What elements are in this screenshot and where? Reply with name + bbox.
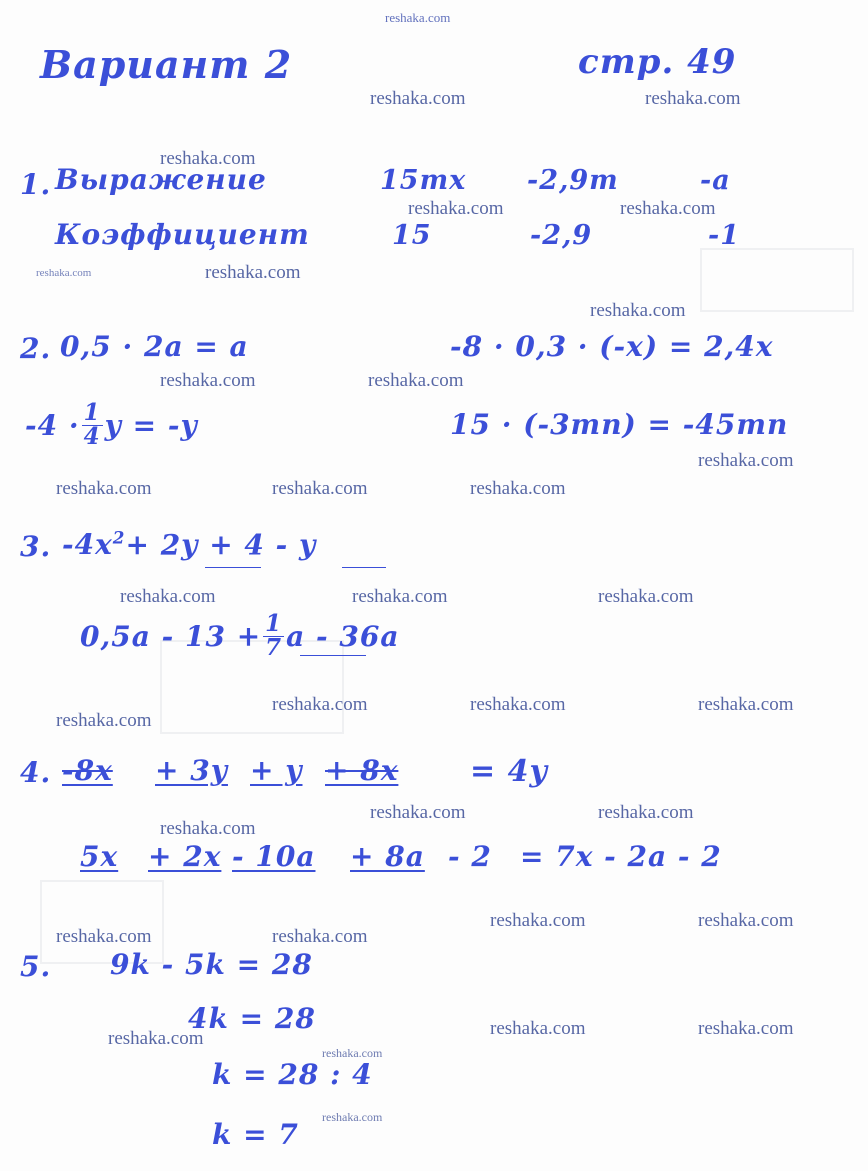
task-5-line-2: 4k = 28 — [188, 1002, 316, 1035]
page-reference: стр. 49 — [578, 42, 737, 82]
watermark: reshaka.com — [698, 450, 794, 471]
task-4-line-1-result: = 4y — [470, 754, 548, 789]
task-1-expression-2: -2,9m — [527, 165, 619, 196]
task-3-line-2-term-3: a — [286, 619, 306, 653]
watermark: reshaka.com — [408, 198, 504, 219]
task-4-line-1-term-4: + 8x — [325, 754, 399, 787]
fraction-numerator: 1 — [265, 610, 283, 637]
watermark: reshaka.com — [205, 262, 301, 283]
task-3-line-1 — [62, 528, 316, 561]
watermark: reshaka.com — [620, 198, 716, 219]
watermark: reshaka.com — [370, 88, 466, 109]
watermark: reshaka.com — [368, 370, 464, 391]
task-4-line-2-term-2: + 2x — [148, 840, 222, 873]
task-4-number: 4. — [20, 756, 52, 789]
watermark: reshaka.com — [598, 586, 694, 607]
fraction-one-seventh — [263, 610, 284, 661]
task-4-line-2-term-5: - 2 — [448, 840, 492, 873]
task-3-underline-2y — [205, 567, 261, 568]
watermark: reshaka.com — [698, 910, 794, 931]
task-5-line-1: 9k - 5k = 28 — [110, 948, 313, 981]
watermark: reshaka.com — [352, 586, 448, 607]
fraction-denominator: 7 — [265, 633, 283, 661]
task-2-line-2-left-suffix: y = -y — [104, 408, 198, 442]
task-5-number: 5. — [20, 950, 52, 983]
task-2-line-2-right: 15 · (-3mn) = -45mn — [450, 408, 789, 441]
task-1-expression-3: -a — [700, 165, 731, 196]
watermark: reshaka.com — [698, 1018, 794, 1039]
watermark: reshaka.com — [490, 1018, 586, 1039]
watermark: reshaka.com — [160, 818, 256, 839]
watermark: reshaka.com — [36, 267, 92, 279]
watermark: reshaka.com — [385, 10, 451, 25]
task-4-line-1-term-2: + 3y — [155, 754, 228, 787]
watermark: reshaka.com — [56, 710, 152, 731]
watermark: reshaka.com — [322, 1110, 383, 1124]
watermark: reshaka.com — [490, 910, 586, 931]
task-3-underline-minus-y — [342, 567, 386, 568]
task-3-line-2-term-4: - 36a — [316, 619, 400, 653]
fraction-numerator: 1 — [83, 399, 101, 426]
task-3-number: 3. — [20, 530, 52, 563]
watermark: reshaka.com — [272, 694, 368, 715]
task-1-label-coefficient: Коэффициент — [55, 218, 310, 251]
task-5-line-3: k = 28 : 4 — [212, 1058, 373, 1091]
watermark: reshaka.com — [120, 586, 216, 607]
task-4-line-1-term-3: + y — [250, 754, 303, 787]
watermark: reshaka.com — [470, 694, 566, 715]
task-3-underline-one-seventh-a — [300, 655, 366, 656]
task-1-coefficient-1: 15 — [392, 220, 432, 251]
task-3-line-1-rest: + 2y + 4 - y — [125, 528, 317, 562]
task-4-line-1-term-1: -8x — [62, 754, 113, 787]
task-1-number: 1. — [20, 168, 52, 201]
watermark: reshaka.com — [272, 926, 368, 947]
watermark: reshaka.com — [56, 478, 152, 499]
task-2-line-2-left-prefix: -4 · — [25, 408, 80, 442]
page-title: Вариант 2 — [40, 42, 293, 87]
task-3-line-2-term-1: 0,5a — [80, 619, 151, 653]
task-4-line-2-term-3: - 10a — [232, 840, 316, 873]
task-3-term-1-exponent: 2 — [112, 528, 126, 548]
task-4-line-2-term-4: + 8a — [350, 840, 425, 873]
task-4-line-2-result: = 7x - 2a - 2 — [520, 840, 722, 873]
task-1-coefficient-2: -2,9 — [530, 220, 593, 251]
task-2-number: 2. — [20, 332, 52, 365]
background-ghost-shape — [700, 248, 854, 312]
task-1-label-expression: Выражение — [55, 163, 267, 196]
watermark: reshaka.com — [160, 148, 256, 169]
task-3-term-1 — [62, 528, 125, 561]
task-3-line-2-term-2: - 13 + — [161, 619, 262, 653]
watermark: reshaka.com — [645, 88, 741, 109]
watermark: reshaka.com — [272, 478, 368, 499]
fraction-denominator: 4 — [83, 422, 101, 450]
task-1-coefficient-3: -1 — [708, 220, 740, 251]
task-4-line-2-term-1: 5x — [80, 840, 119, 873]
watermark: reshaka.com — [160, 370, 256, 391]
watermark: reshaka.com — [108, 1028, 204, 1049]
task-2-line-1-left: 0,5 · 2a = a — [60, 330, 249, 363]
watermark: reshaka.com — [598, 802, 694, 823]
watermark: reshaka.com — [56, 926, 152, 947]
watermark: reshaka.com — [590, 300, 686, 321]
watermark: reshaka.com — [322, 1046, 383, 1060]
task-5-line-4: k = 7 — [212, 1118, 299, 1151]
watermark: reshaka.com — [370, 802, 466, 823]
task-3-term-1-base: -4x — [62, 528, 113, 562]
fraction-one-quarter — [82, 399, 103, 450]
watermark: reshaka.com — [698, 694, 794, 715]
watermark: reshaka.com — [470, 478, 566, 499]
task-2-line-1-right: -8 · 0,3 · (-x) = 2,4x — [450, 330, 774, 363]
task-2-line-2-left — [25, 399, 198, 451]
task-1-expression-1: 15mx — [380, 165, 467, 196]
